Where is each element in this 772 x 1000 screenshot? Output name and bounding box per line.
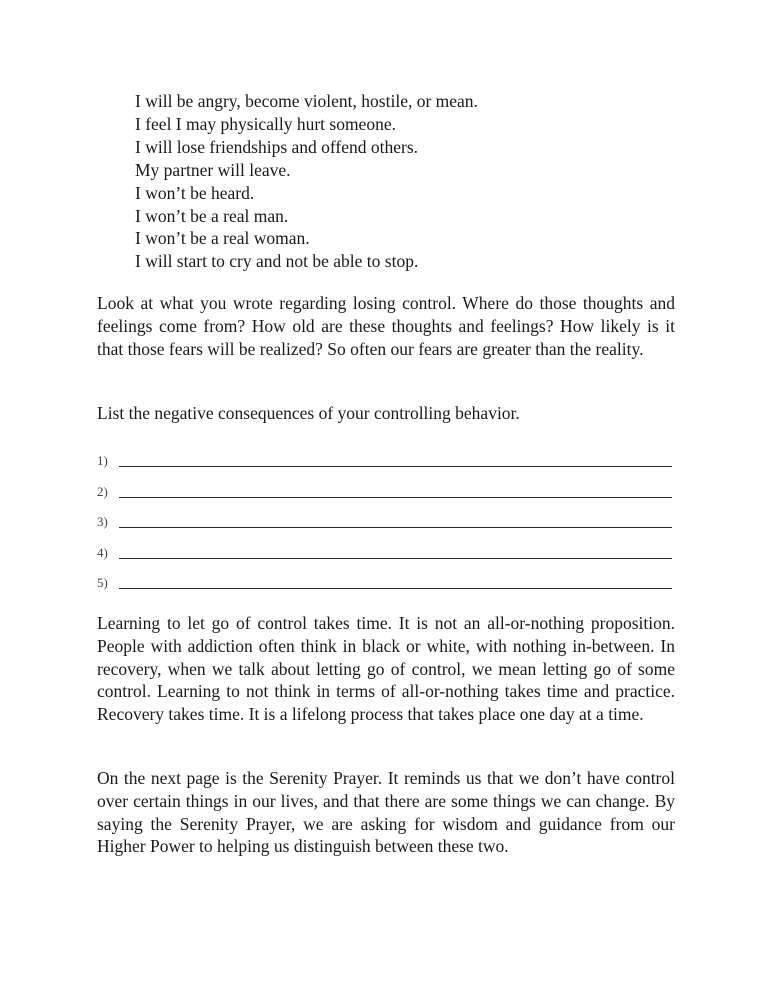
fear-item: I won’t be a real woman. xyxy=(135,228,310,249)
fear-item: My partner will leave. xyxy=(135,159,291,180)
consequence-blank-list xyxy=(97,450,675,603)
fear-item: I won’t be heard. xyxy=(135,182,255,203)
fear-item: I will be angry, become violent, hostile, or mean. xyxy=(135,91,478,111)
blank-line-item xyxy=(97,572,675,603)
list-prompt: List the negative consequences of your controlling behavior. xyxy=(97,403,520,423)
serenity-prayer-paragraph: On the next page is the Serenity Prayer. It reminds us that we don’t have control over certain things in our lives, and that there are some things we can change. By saying the Serenity Prayer, we are asking for wisdom and guidance from our Higher Power to helping us distinguish between these two. xyxy=(97,768,675,857)
blank-line-item xyxy=(97,450,675,481)
blank-answer-line[interactable] xyxy=(119,558,672,559)
reflection-paragraph: Look at what you wrote regarding losing control. Where do those thoughts and feelings come from? How old are these thoughts and feelings? How likely is it that those fears will be realized? So often our fears are greater than the reality. xyxy=(97,293,675,359)
blank-answer-line[interactable] xyxy=(119,497,672,498)
blank-line-number: 3) xyxy=(97,514,108,529)
blank-line-item xyxy=(97,542,675,573)
blank-answer-line[interactable] xyxy=(119,527,672,528)
fear-item: I feel I may physically hurt someone. xyxy=(135,113,396,134)
blank-line-item xyxy=(97,481,675,512)
blank-answer-line[interactable] xyxy=(119,466,672,467)
letting-go-paragraph: Learning to let go of control takes time. It is not an all-or-nothing proposition. People with addiction often think in black or white, with nothing in-between. In recovery, when we talk about letting go of control, we mean letting go of some control. Learning to not think in terms of all-or-nothing takes time and practice. Recovery takes time. It is a lifelong process that takes place one day at a time. xyxy=(97,613,675,725)
blank-line-number: 4) xyxy=(97,544,108,560)
blank-line-number: 1) xyxy=(97,453,108,468)
fear-item: I will lose friendships and offend others. xyxy=(135,136,419,157)
fear-list xyxy=(135,90,478,273)
fear-item: I won’t be a real man. xyxy=(135,205,289,226)
fear-item: I will start to cry and not be able to stop. xyxy=(135,251,419,272)
blank-line-item xyxy=(97,511,675,542)
blank-line-number: 2) xyxy=(97,483,108,499)
blank-line-number: 5) xyxy=(97,575,108,590)
blank-answer-line[interactable] xyxy=(119,588,672,589)
